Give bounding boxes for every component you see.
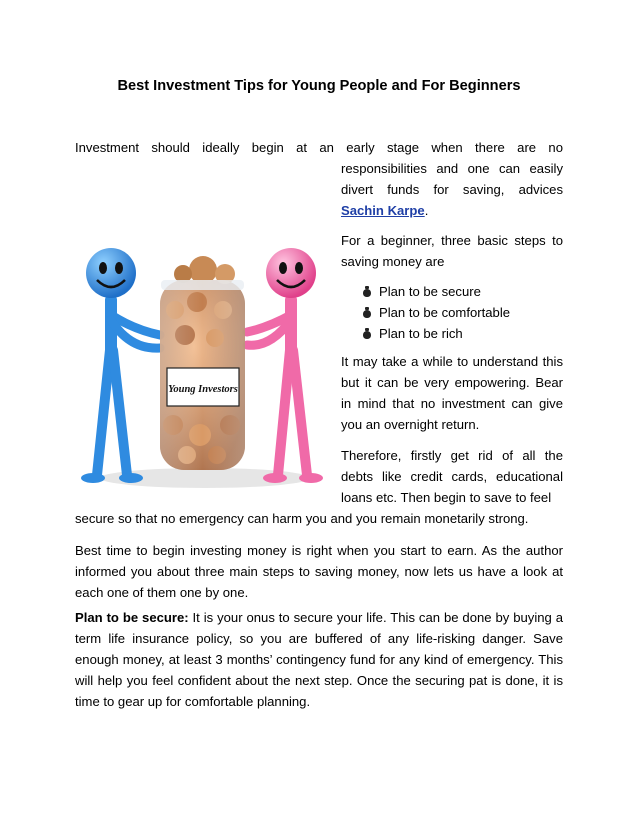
best-time-paragraph: Best time to begin investing money is right when you start to earn. As the author informed you about three main steps to saving money, now lets us have a look at each one of them one by one. — [75, 543, 563, 600]
empowering-paragraph: It may take a while to understand this but it can be very empowering. Bear in mind that no investment can give you an overnight return. — [341, 354, 563, 432]
list-item — [361, 281, 571, 302]
intro-end: . — [424, 203, 429, 218]
debts-paragraph: Therefore, firstly get rid of all the debts like credit cards, educational loans etc. Then begin to save to feel — [341, 448, 563, 505]
step-label: Plan to be rich — [379, 326, 463, 341]
illustration-svg — [75, 240, 325, 500]
money-bag-icon — [361, 328, 373, 340]
blue-figure — [81, 248, 160, 483]
intro-first-line: Investment should ideally begin at an early stage when there are no — [75, 140, 563, 155]
debts-paragraph-continued: secure so that no emergency can harm you and you remain monetarily strong. — [75, 511, 529, 526]
beginner-paragraph: For a beginner, three basic steps to saving money are — [341, 233, 563, 269]
intro-paragraph — [341, 158, 563, 221]
money-bag-icon — [361, 307, 373, 319]
steps-list — [361, 281, 571, 344]
money-bag-icon — [361, 286, 373, 298]
secure-paragraph — [75, 607, 563, 712]
step-label: Plan to be secure — [379, 284, 481, 299]
pink-figure — [247, 248, 323, 483]
secure-text: It is your onus to secure your life. This can be done by buying a term life insurance policy, so you are buffered of any life-risking danger. Save enough money, at least 3 months’ contingency fund for any kind of emergency. This will help you feel confident about the next step. Once the securing pat is done, it is time to gear up for comfortable planning. — [75, 610, 563, 709]
jar-label: Young Investors — [168, 384, 238, 395]
step-label: Plan to be comfortable — [379, 305, 511, 320]
young-investors-illustration — [75, 240, 325, 500]
page-title: Best Investment Tips for Young People and For Beginners — [117, 78, 521, 94]
author-link[interactable]: Sachin Karpe — [341, 203, 425, 218]
secure-heading: Plan to be secure: — [75, 610, 189, 625]
list-item — [361, 302, 571, 323]
coin-jar — [160, 256, 245, 470]
intro-rest: responsibilities and one can easily divert funds for saving, advices — [341, 161, 563, 197]
list-item — [361, 323, 571, 344]
